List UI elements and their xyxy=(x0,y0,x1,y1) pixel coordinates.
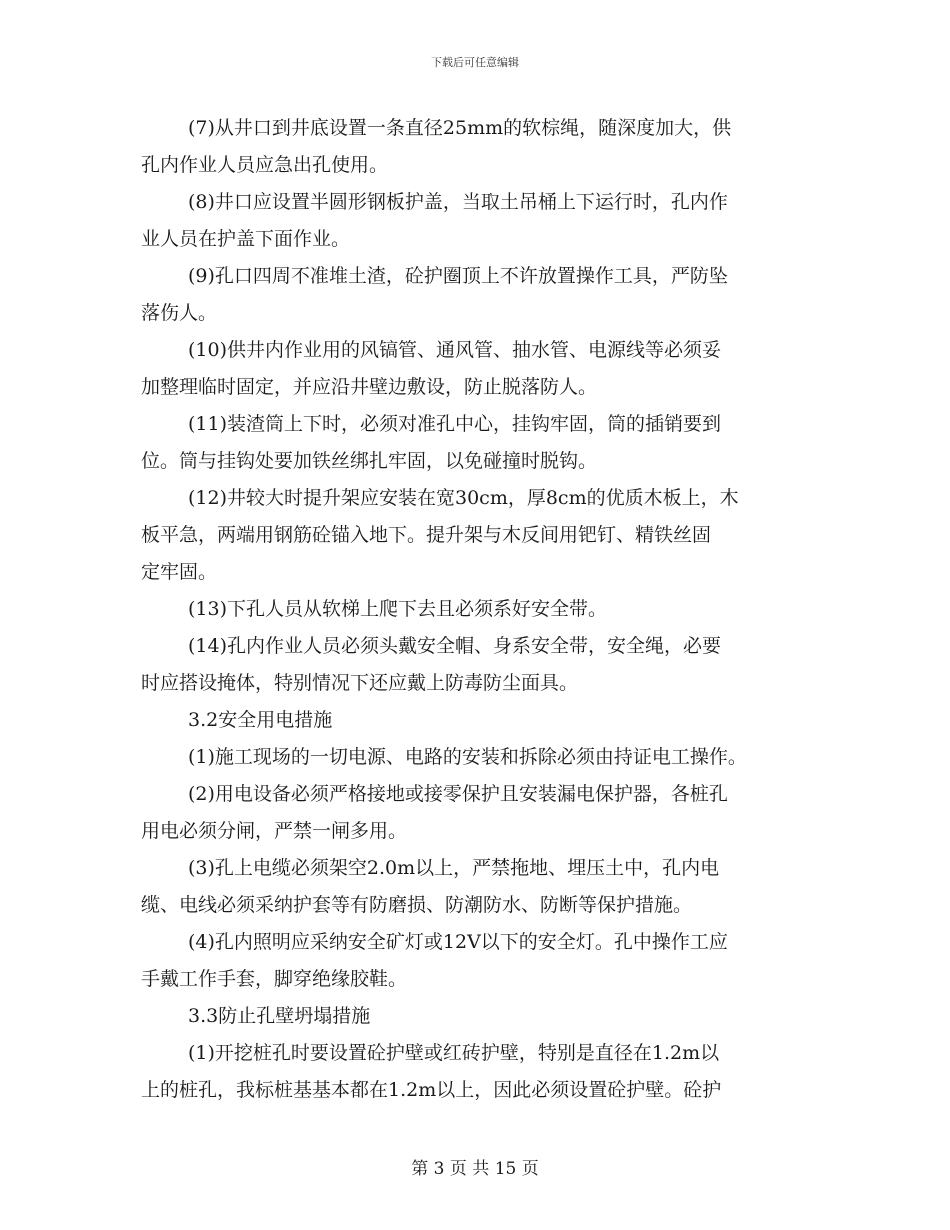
paragraph-line: 位。筒与挂钩处要加铁丝绑扎牢固，以免碰撞时脱钩。 xyxy=(141,450,598,472)
paragraph-line: (9)孔口四周不准堆土渣，砼护圈顶上不许放置操作工具，严防坠 xyxy=(188,265,728,287)
paragraph-line: (13)下孔人员从软梯上爬下去且必须系好安全带。 xyxy=(188,598,608,620)
paragraph-line: 时应搭设掩体，特别情况下还应戴上防毒防尘面具。 xyxy=(141,672,579,694)
paragraph-line: (7)从井口到井底设置一条直径25mm的软棕绳，随深度加大，供 xyxy=(188,117,732,139)
section-heading: 3.2安全用电措施 xyxy=(188,709,333,731)
paragraph-line: 孔内作业人员应急出孔使用。 xyxy=(141,154,389,176)
paragraph-line: (1)开挖桩孔时要设置砼护壁或红砖护壁，特别是直径在1.2m以 xyxy=(188,1042,720,1064)
paragraph-line: (8)井口应设置半圆形钢板护盖，当取土吊桶上下运行时，孔内作 xyxy=(188,191,728,213)
paragraph-line: 板平急，两端用钢筋砼锚入地下。提升架与木反间用钯钉、精铁丝固 xyxy=(141,524,712,546)
page-header-note: 下载后可任意编辑 xyxy=(431,56,519,69)
paragraph-line: (2)用电设备必须严格接地或接零保护且安装漏电保护器，各桩孔 xyxy=(188,783,728,805)
paragraph-line: 定牢固。 xyxy=(141,561,218,583)
paragraph-line: (11)装渣筒上下时，必须对准孔中心，挂钩牢固，筒的插销要到 xyxy=(188,413,722,435)
paragraph-line: (14)孔内作业人员必须头戴安全帽、身系安全带，安全绳，必要 xyxy=(188,635,722,657)
paragraph-line: 用电必须分闸，严禁一闸多用。 xyxy=(141,820,408,842)
paragraph-line: (4)孔内照明应采纳安全矿灯或12V以下的安全灯。孔中操作工应 xyxy=(188,931,728,953)
paragraph-line: 手戴工作手套，脚穿绝缘胶鞋。 xyxy=(141,968,408,990)
paragraph-line: 业人员在护盖下面作业。 xyxy=(141,228,351,250)
section-heading: 3.3防止孔壁坍塌措施 xyxy=(188,1005,371,1027)
paragraph-line: (3)孔上电缆必须架空2.0m以上，严禁拖地、埋压土中，孔内电 xyxy=(188,857,720,879)
document-body xyxy=(141,110,826,1109)
paragraph-line: (1)施工现场的一切电源、电路的安装和拆除必须由持证电工操作。 xyxy=(188,746,747,768)
paragraph-line: (12)井较大时提升架应安装在宽30cm，厚8cm的优质木板上，木 xyxy=(188,487,739,509)
paragraph-line: 缆、电线必须采纳护套等有防磨损、防潮防水、防断等保护措施。 xyxy=(141,894,693,916)
paragraph-line: 落伤人。 xyxy=(141,302,218,324)
paragraph-line: 上的桩孔，我标桩基基本都在1.2m以上，因此必须设置砼护壁。砼护 xyxy=(141,1079,722,1101)
paragraph-line: 加整理临时固定，并应沿井壁边敷设，防止脱落防人。 xyxy=(141,376,598,398)
page-number: 第 3 页 共 15 页 xyxy=(411,1159,539,1179)
paragraph-line: (10)供井内作业用的风镐管、通风管、抽水管、电源线等必须妥 xyxy=(188,339,722,361)
